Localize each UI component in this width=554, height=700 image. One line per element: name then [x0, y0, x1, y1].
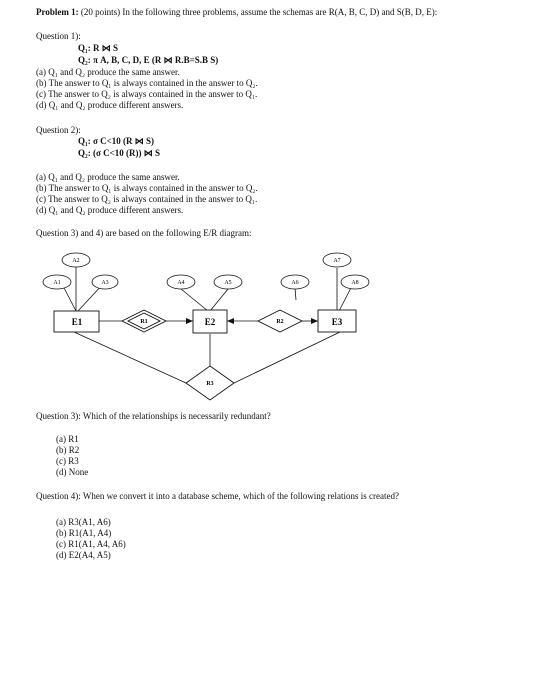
q2-option-c: (c) The answer to Q₂ is always contained in the answer to Q₁.: [36, 194, 258, 204]
attribute-a5-label: A5: [224, 280, 232, 286]
q1-option-d: (d) Q₁ and Q₂ produce different answers.: [36, 100, 184, 110]
edge-e1-r3: [74, 332, 186, 383]
q3-option-d: (d) None: [56, 467, 89, 477]
q1-option-b: (b) The answer to Q₁ is always contained in the answer to Q₂.: [36, 78, 258, 88]
entity-e2-label: E2: [204, 317, 216, 327]
q3-option-b: (b) R2: [56, 445, 80, 455]
q1-query1: Q₁: R ⋈ S: [78, 43, 118, 53]
q4-option-c: (c) R1(A1, A4, A6): [56, 539, 126, 549]
edge-a6-r2: [295, 288, 296, 300]
edge-a4-e2: [181, 289, 208, 311]
entity-e3-label: E3: [331, 317, 343, 327]
attribute-a8-label: A8: [351, 280, 359, 286]
q4-option-d: (d) E2(A4, A5): [56, 550, 111, 560]
problem-text: (20 points) In the following three problems, assume the schemas are R(A, B, C, D) and S(B, D, E):: [78, 7, 438, 17]
q3-text: Question 3): Which of the relationships is necessarily redundant?: [36, 411, 271, 421]
q4-option-b: (b) R1(A1, A4): [56, 528, 112, 538]
q3-option-c: (c) R3: [56, 456, 79, 466]
q2-heading: Question 2):: [36, 125, 81, 135]
attribute-a6-label: A6: [291, 280, 299, 286]
attribute-a1-label: A1: [53, 280, 61, 286]
arrow-icon: [186, 318, 193, 324]
q2-option-b: (b) The answer to Q₁ is always contained in the answer to Q₂.: [36, 183, 258, 193]
edge-e3-r3: [234, 332, 340, 383]
q2-option-a: (a) Q₁ and Q₂ produce the same answer.: [36, 172, 180, 182]
q4-option-a: (a) R3(A1, A6): [56, 517, 111, 527]
attribute-a7-label: A7: [333, 258, 341, 264]
q1-option-a: (a) Q₁ and Q₂ produce the same answer.: [36, 67, 180, 77]
attribute-a3-label: A3: [101, 280, 109, 286]
attribute-a4-label: A4: [177, 280, 185, 286]
problem-label: Problem 1:: [36, 7, 79, 17]
q3-option-a: (a) R1: [56, 434, 79, 444]
attribute-a2-label: A2: [72, 258, 80, 264]
relationship-r2-label: R2: [276, 319, 284, 325]
relationship-r1-label: R1: [140, 319, 148, 325]
q1-query2: Q₂: π A, B, C, D, E (R ⋈ R.B=S.B S): [78, 55, 219, 65]
q2-option-d: (d) Q₁ and Q₂ produce different answers.: [36, 205, 184, 215]
entity-e1-label: E1: [71, 317, 83, 327]
edge-a5-e2: [210, 289, 228, 311]
arrow-icon: [227, 318, 234, 324]
relationship-r3-label: R3: [206, 381, 214, 387]
q1-option-c: (c) The answer to Q₂ is always contained in the answer to Q₁.: [36, 89, 258, 99]
diagram-intro: Question 3) and 4) are based on the following E/R diagram:: [36, 228, 252, 238]
q1-heading: Question 1):: [36, 31, 81, 41]
q4-text: Question 4): When we convert it into a database scheme, which of the following relations is created?: [36, 491, 399, 501]
arrow-icon: [311, 318, 318, 324]
q2-query1: Q₁: σ C<10 (R ⋈ S): [78, 136, 154, 146]
q2-query2: Q₂: (σ C<10 (R)) ⋈ S: [78, 148, 160, 158]
